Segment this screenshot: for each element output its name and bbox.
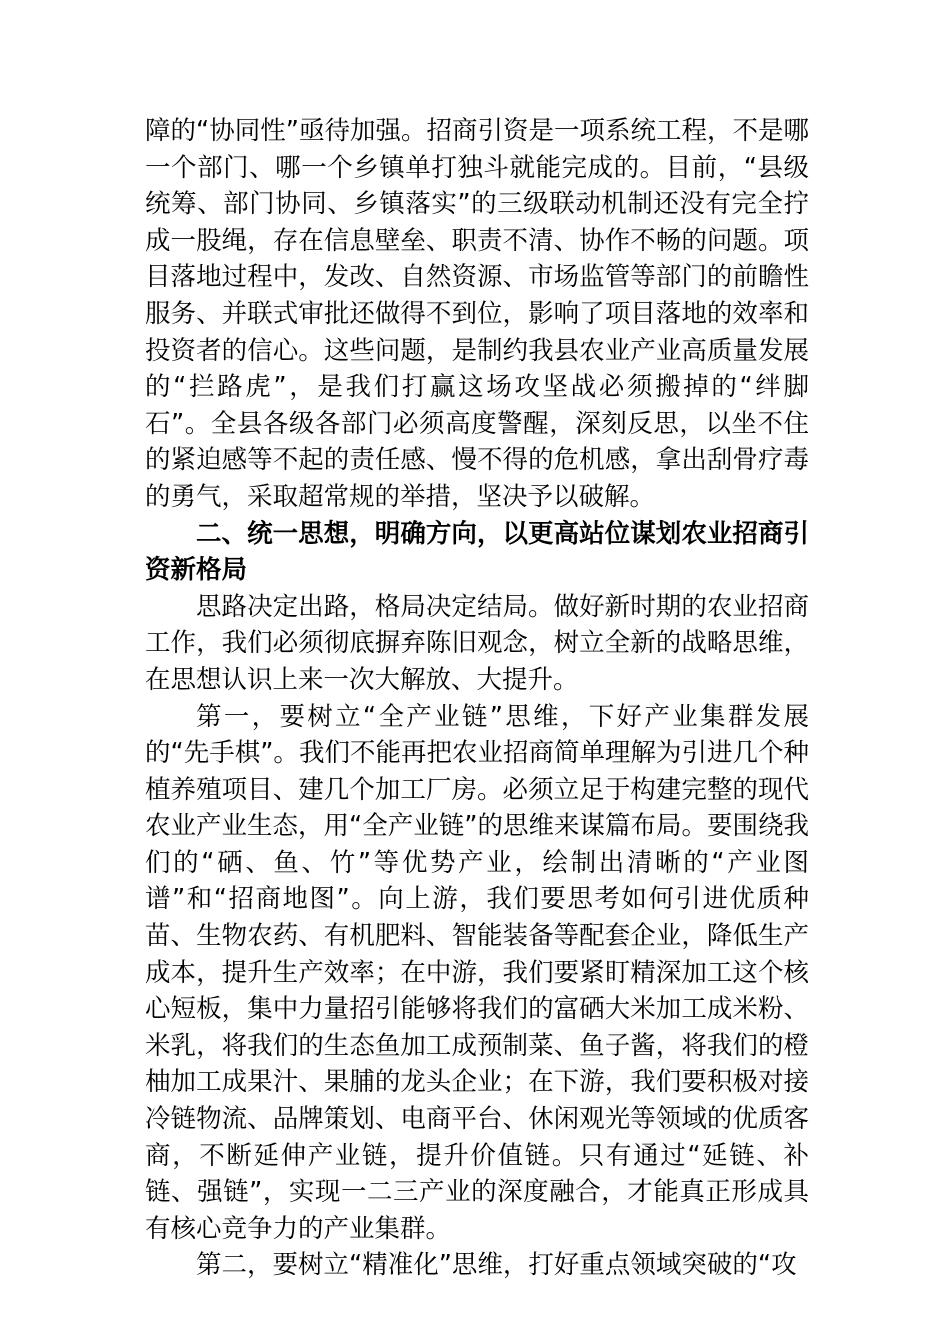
body-paragraph: 思路决定出路，格局决定结局。做好新时期的农业招商工作，我们必须彻底摒弃陈旧观念，树立全新的战略思维，在思想认识上来一次大解放、大提升。	[145, 591, 809, 695]
body-paragraph: 第二，要树立“精准化”思维，打好重点领域突破的“攻	[196, 1250, 797, 1281]
section-heading: 二、统一思想，明确方向，以更高站位谋划农业招商引资新格局	[145, 518, 809, 586]
body-paragraph: 第一，要树立“全产业链”思维，下好产业集群发展的“先手棋”。我们不能再把农业招商简单理解为引进几个种植养殖项目、建几个加工厂房。必须立足于构建完整的现代农业产业生态，用“全产业链”的思维来谋篇布局。要围绕我们的“硒、鱼、竹”等优势产业，绘制出清晰的“产业图谱”和“招商地图”。向上游，我们要思考如何引进优质种苗、生物农药、有机肥料、智能装备等配套企业，降低生产成本，提升生产效率；在中游，我们要紧盯精深加工这个核心短板，集中力量招引能够将我们的富硒大米加工成米粉、米乳，将我们的生态鱼加工成预制菜、鱼子酱，将我们的橙柚加工成果汁、果脯的龙头企业；在下游，我们要积极对接冷链物流、品牌策划、电商平台、休闲观光等领域的优质客商，不断延伸产业链，提升价值链。只有通过“延链、补链、强链”，实现一二三产业的深度融合，才能真正形成具有核心竞争力的产业集群。	[145, 701, 809, 1244]
body-paragraph-continuation: 障的“协同性”亟待加强。招商引资是一项系统工程，不是哪一个部门、哪一个乡镇单打独斗就能完成的。目前，“县级统筹、部门协同、乡镇落实”的三级联动机制还没有完全拧成一股绳，存在信息壁垒、职责不清、协作不畅的问题。项目落地过程中，发改、自然资源、市场监管等部门的前瞻性服务、并联式审批还做得不到位，影响了项目落地的效率和投资者的信心。这些问题，是制约我县农业产业高质量发展的“拦路虎”，是我们打赢这场攻坚战必须搬掉的“绊脚石”。全县各级各部门必须高度警醒，深刻反思，以坐不住的紧迫感等不起的责任感、慢不得的危机感，拿出刮骨疗毒的勇气，采取超常规的举措，坚决予以破解。	[145, 116, 809, 512]
document-body	[145, 113, 809, 1284]
